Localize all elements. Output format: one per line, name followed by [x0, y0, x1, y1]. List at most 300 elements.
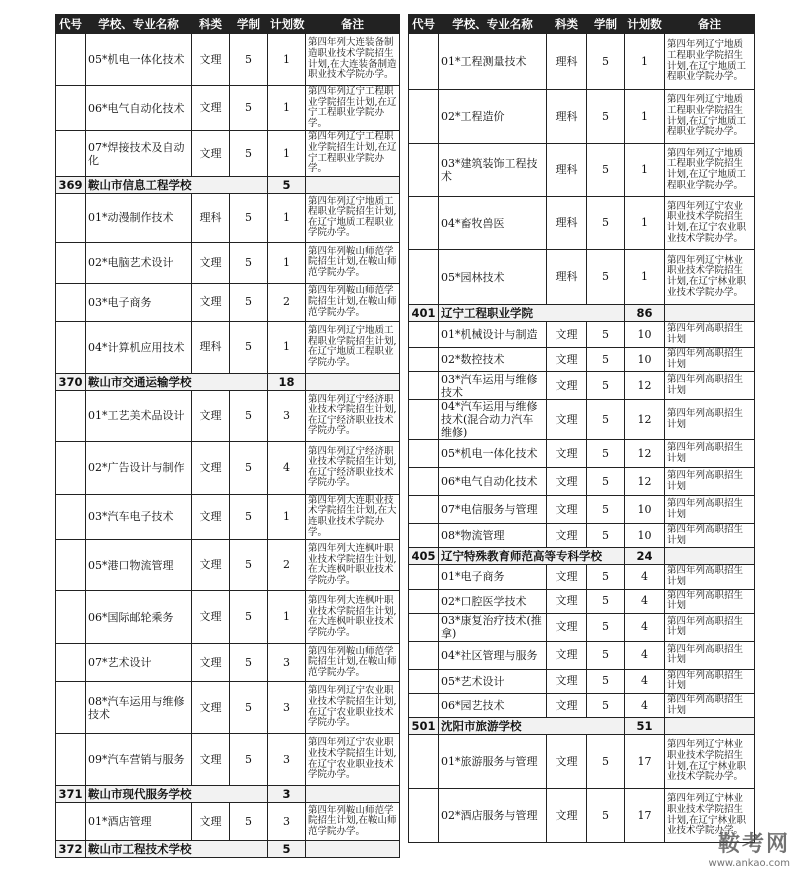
major-plan-count: 1 [268, 86, 306, 131]
major-name: 02*口腔医学技术 [439, 589, 547, 613]
major-name: 04*汽车运用与维修技术(混合动力汽车维修) [439, 400, 547, 440]
major-name: 02*数控技术 [439, 348, 547, 372]
major-name: 07*艺术设计 [86, 644, 192, 682]
major-name: 02*工程造价 [439, 90, 547, 144]
school-plan-count: 86 [625, 305, 665, 322]
school-row [409, 305, 755, 322]
major-code [409, 613, 439, 641]
school-row [56, 373, 400, 390]
major-note: 第四年列辽宁地质工程职业学院招生计划,在辽宁地质工程职业学院办学。 [665, 34, 755, 90]
major-subject: 文理 [192, 734, 230, 786]
major-row [56, 803, 400, 841]
major-subject: 文理 [547, 641, 587, 669]
major-years: 5 [230, 390, 268, 441]
school-plan-count: 51 [625, 718, 665, 735]
major-row [56, 682, 400, 734]
major-note: 第四年列大连职业技术学院招生计划,在大连职业技术学院办学。 [306, 494, 400, 539]
major-subject: 文理 [192, 283, 230, 321]
school-name: 辽宁工程职业学院 [439, 305, 625, 322]
major-note: 第四年列辽宁林业职业技术学院招生计划,在辽宁林业职业技术学院办学。 [665, 250, 755, 305]
major-note: 第四年列大连枫叶职业技术学院招生计划,在大连枫叶职业技术学院办学。 [306, 591, 400, 644]
major-plan-count: 2 [268, 540, 306, 591]
major-subject: 理科 [547, 250, 587, 305]
major-row [409, 372, 755, 400]
major-code [56, 441, 86, 494]
major-subject: 文理 [192, 803, 230, 841]
major-plan-count: 1 [268, 193, 306, 242]
school-row [409, 718, 755, 735]
major-name: 08*物流管理 [439, 524, 547, 548]
major-subject: 文理 [547, 372, 587, 400]
major-subject: 理科 [547, 34, 587, 90]
major-name: 01*动漫制作技术 [86, 193, 192, 242]
major-name: 07*电信服务与管理 [439, 496, 547, 524]
header-note: 备注 [665, 15, 755, 34]
major-code [409, 524, 439, 548]
major-note: 第四年列高职招生计划 [665, 693, 755, 717]
major-row [56, 591, 400, 644]
school-note [665, 305, 755, 322]
major-plan-count: 4 [625, 613, 665, 641]
header-school-major: 学校、专业名称 [86, 15, 192, 34]
major-code [409, 250, 439, 305]
major-years: 5 [230, 131, 268, 176]
major-code [56, 131, 86, 176]
major-plan-count: 10 [625, 322, 665, 348]
major-plan-count: 1 [625, 250, 665, 305]
school-note [306, 841, 400, 858]
major-note: 第四年列辽宁地质工程职业学院招生计划,在辽宁地质工程职业学院办学。 [306, 193, 400, 242]
major-name: 03*康复治疗技术(推拿) [439, 613, 547, 641]
major-years: 5 [587, 669, 625, 693]
major-subject: 文理 [547, 348, 587, 372]
major-subject: 文理 [547, 789, 587, 843]
major-row [409, 613, 755, 641]
admission-table-right [408, 14, 755, 843]
major-name: 01*工程测量技术 [439, 34, 547, 90]
major-plan-count: 10 [625, 348, 665, 372]
major-years: 5 [587, 322, 625, 348]
major-plan-count: 1 [268, 494, 306, 539]
major-years: 5 [230, 193, 268, 242]
major-name: 03*电子商务 [86, 283, 192, 321]
major-years: 5 [587, 250, 625, 305]
major-subject: 理科 [547, 144, 587, 197]
major-subject: 文理 [547, 440, 587, 468]
major-subject: 理科 [547, 197, 587, 250]
major-name: 05*艺术设计 [439, 669, 547, 693]
major-subject: 文理 [547, 669, 587, 693]
major-subject: 理科 [192, 321, 230, 373]
major-years: 5 [230, 441, 268, 494]
major-name: 01*工艺美术品设计 [86, 390, 192, 441]
major-row [56, 390, 400, 441]
major-code [409, 372, 439, 400]
major-years: 5 [587, 565, 625, 589]
major-plan-count: 12 [625, 440, 665, 468]
major-years: 5 [230, 540, 268, 591]
major-note: 第四年列辽宁工程职业学院招生计划,在辽宁工程职业学院办学。 [306, 86, 400, 131]
major-plan-count: 4 [625, 641, 665, 669]
major-row [409, 348, 755, 372]
major-code [56, 283, 86, 321]
major-years: 5 [230, 644, 268, 682]
major-years: 5 [587, 348, 625, 372]
major-plan-count: 3 [268, 644, 306, 682]
major-note: 第四年列高职招生计划 [665, 589, 755, 613]
major-years: 5 [230, 34, 268, 86]
major-years: 5 [587, 197, 625, 250]
major-subject: 文理 [192, 34, 230, 86]
major-code [409, 641, 439, 669]
major-code [409, 589, 439, 613]
major-code [409, 197, 439, 250]
major-note: 第四年列高职招生计划 [665, 496, 755, 524]
major-row [409, 90, 755, 144]
major-name: 04*计算机应用技术 [86, 321, 192, 373]
school-name: 沈阳市旅游学校 [439, 718, 625, 735]
major-subject: 文理 [547, 524, 587, 548]
major-name: 07*焊接技术及自动化 [86, 131, 192, 176]
major-row [56, 193, 400, 242]
major-code [56, 803, 86, 841]
major-plan-count: 3 [268, 734, 306, 786]
header-years: 学制 [230, 15, 268, 34]
major-note: 第四年列辽宁经济职业技术学院招生计划,在辽宁经济职业技术学院办学。 [306, 441, 400, 494]
major-row [409, 693, 755, 717]
major-years: 5 [230, 803, 268, 841]
major-subject: 文理 [547, 400, 587, 440]
major-note: 第四年列鞍山师范学院招生计划,在鞍山师范学院办学。 [306, 644, 400, 682]
major-code [409, 34, 439, 90]
school-name: 鞍山市工程技术学校 [86, 841, 268, 858]
major-subject: 文理 [547, 565, 587, 589]
major-years: 5 [230, 591, 268, 644]
major-code [409, 693, 439, 717]
major-plan-count: 1 [268, 34, 306, 86]
major-note: 第四年列辽宁林业职业技术学院招生计划,在辽宁林业职业技术学院办学。 [665, 735, 755, 789]
major-subject: 文理 [192, 494, 230, 539]
major-subject: 文理 [192, 644, 230, 682]
major-note: 第四年列高职招生计划 [665, 641, 755, 669]
major-plan-count: 1 [625, 90, 665, 144]
major-name: 04*畜牧兽医 [439, 197, 547, 250]
major-years: 5 [587, 524, 625, 548]
major-note: 第四年列鞍山师范学院招生计划,在鞍山师范学院办学。 [306, 803, 400, 841]
major-row [409, 197, 755, 250]
major-name: 06*电气自动化技术 [86, 86, 192, 131]
major-years: 5 [230, 682, 268, 734]
major-row [56, 283, 400, 321]
major-subject: 文理 [192, 540, 230, 591]
major-name: 06*园艺技术 [439, 693, 547, 717]
major-code [409, 144, 439, 197]
major-row [56, 494, 400, 539]
school-name: 鞍山市现代服务学校 [86, 786, 268, 803]
major-code [409, 348, 439, 372]
major-row [409, 565, 755, 589]
major-years: 5 [587, 400, 625, 440]
major-plan-count: 17 [625, 735, 665, 789]
watermark-url: www.ankao.com [708, 858, 790, 869]
school-code: 501 [409, 718, 439, 735]
header-note: 备注 [306, 15, 400, 34]
major-row [409, 144, 755, 197]
major-plan-count: 1 [625, 144, 665, 197]
major-subject: 文理 [547, 613, 587, 641]
major-subject: 文理 [192, 86, 230, 131]
header-subject: 科类 [547, 15, 587, 34]
major-plan-count: 4 [625, 669, 665, 693]
major-plan-count: 3 [268, 682, 306, 734]
major-plan-count: 1 [268, 242, 306, 283]
major-plan-count: 3 [268, 803, 306, 841]
major-years: 5 [587, 496, 625, 524]
school-code: 371 [56, 786, 86, 803]
major-code [409, 669, 439, 693]
major-code [56, 682, 86, 734]
major-plan-count: 4 [625, 589, 665, 613]
major-code [56, 321, 86, 373]
major-note: 第四年列大连装备制造职业技术学院招生计划,在大连装备制造职业技术学院办学。 [306, 34, 400, 86]
school-plan-count: 5 [268, 176, 306, 193]
major-plan-count: 12 [625, 372, 665, 400]
major-years: 5 [230, 494, 268, 539]
major-row [56, 242, 400, 283]
major-subject: 文理 [547, 496, 587, 524]
major-note: 第四年列辽宁农业职业技术学院招生计划,在辽宁农业职业技术学院办学。 [306, 734, 400, 786]
major-row [56, 321, 400, 373]
major-years: 5 [587, 468, 625, 496]
major-plan-count: 1 [268, 131, 306, 176]
major-subject: 文理 [192, 242, 230, 283]
school-plan-count: 18 [268, 373, 306, 390]
major-plan-count: 4 [625, 693, 665, 717]
school-plan-count: 5 [268, 841, 306, 858]
major-years: 5 [587, 641, 625, 669]
major-code [56, 34, 86, 86]
major-name: 02*电脑艺术设计 [86, 242, 192, 283]
major-code [409, 565, 439, 589]
major-note: 第四年列高职招生计划 [665, 524, 755, 548]
major-years: 5 [587, 613, 625, 641]
major-subject: 理科 [192, 193, 230, 242]
major-plan-count: 3 [268, 390, 306, 441]
major-row [409, 589, 755, 613]
major-code [409, 400, 439, 440]
major-row [409, 250, 755, 305]
major-row [409, 400, 755, 440]
major-code [56, 591, 86, 644]
major-note: 第四年列高职招生计划 [665, 348, 755, 372]
major-note: 第四年列鞍山师范学院招生计划,在鞍山师范学院办学。 [306, 242, 400, 283]
table-header-row [56, 15, 400, 34]
major-name: 05*机电一体化技术 [439, 440, 547, 468]
major-plan-count: 2 [268, 283, 306, 321]
major-plan-count: 1 [268, 591, 306, 644]
major-row [56, 441, 400, 494]
major-row [409, 641, 755, 669]
header-code: 代号 [56, 15, 86, 34]
major-note: 第四年列辽宁工程职业学院招生计划,在辽宁工程职业学院办学。 [306, 131, 400, 176]
major-subject: 文理 [192, 390, 230, 441]
major-code [409, 735, 439, 789]
major-name: 01*酒店管理 [86, 803, 192, 841]
major-name: 02*广告设计与制作 [86, 441, 192, 494]
major-plan-count: 12 [625, 468, 665, 496]
major-note: 第四年列辽宁经济职业技术学院招生计划,在辽宁经济职业技术学院办学。 [306, 390, 400, 441]
major-row [409, 669, 755, 693]
major-plan-count: 10 [625, 524, 665, 548]
major-plan-count: 4 [268, 441, 306, 494]
major-plan-count: 17 [625, 789, 665, 843]
major-name: 01*旅游服务与管理 [439, 735, 547, 789]
major-years: 5 [587, 440, 625, 468]
major-note: 第四年列高职招生计划 [665, 468, 755, 496]
major-years: 5 [587, 735, 625, 789]
school-plan-count: 24 [625, 548, 665, 565]
major-note: 第四年列高职招生计划 [665, 669, 755, 693]
major-row [409, 34, 755, 90]
major-name: 01*电子商务 [439, 565, 547, 589]
major-subject: 文理 [547, 589, 587, 613]
major-subject: 文理 [547, 693, 587, 717]
major-years: 5 [230, 734, 268, 786]
major-name: 05*机电一体化技术 [86, 34, 192, 86]
major-years: 5 [230, 283, 268, 321]
major-row [56, 131, 400, 176]
major-years: 5 [587, 34, 625, 90]
school-note [665, 548, 755, 565]
school-note [306, 786, 400, 803]
major-subject: 文理 [192, 441, 230, 494]
major-years: 5 [587, 372, 625, 400]
major-note: 第四年列辽宁地质工程职业学院招生计划,在辽宁地质工程职业学院办学。 [665, 144, 755, 197]
major-years: 5 [587, 589, 625, 613]
major-years: 5 [587, 693, 625, 717]
major-name: 09*汽车营销与服务 [86, 734, 192, 786]
major-name: 08*汽车运用与维修技术 [86, 682, 192, 734]
major-row [409, 496, 755, 524]
major-code [409, 90, 439, 144]
major-years: 5 [587, 90, 625, 144]
major-subject: 文理 [547, 322, 587, 348]
major-years: 5 [587, 144, 625, 197]
school-plan-count: 3 [268, 786, 306, 803]
major-subject: 文理 [547, 468, 587, 496]
major-row [56, 540, 400, 591]
school-name: 辽宁特殊教育师范高等专科学校 [439, 548, 625, 565]
school-code: 370 [56, 373, 86, 390]
major-code [409, 322, 439, 348]
header-subject: 科类 [192, 15, 230, 34]
school-name: 鞍山市信息工程学校 [86, 176, 268, 193]
major-note: 第四年列辽宁地质工程职业学院招生计划,在辽宁地质工程职业学院办学。 [306, 321, 400, 373]
school-row [56, 176, 400, 193]
major-name: 05*园林技术 [439, 250, 547, 305]
major-name: 03*汽车运用与维修技术 [439, 372, 547, 400]
table-header-row [409, 15, 755, 34]
major-row [56, 34, 400, 86]
major-row [56, 644, 400, 682]
major-note: 第四年列辽宁林业职业技术学院招生计划,在辽宁林业职业技术学院办学。 [665, 789, 755, 843]
major-row [56, 86, 400, 131]
major-note: 第四年列辽宁地质工程职业学院招生计划,在辽宁地质工程职业学院办学。 [665, 90, 755, 144]
admission-table-left [55, 14, 400, 858]
school-row [409, 548, 755, 565]
major-plan-count: 10 [625, 496, 665, 524]
major-plan-count: 12 [625, 400, 665, 440]
school-code: 405 [409, 548, 439, 565]
school-row [56, 841, 400, 858]
major-code [409, 789, 439, 843]
major-name: 03*汽车电子技术 [86, 494, 192, 539]
major-code [56, 644, 86, 682]
major-name: 06*电气自动化技术 [439, 468, 547, 496]
header-plan: 计划数 [268, 15, 306, 34]
major-subject: 文理 [192, 682, 230, 734]
header-years: 学制 [587, 15, 625, 34]
major-note: 第四年列大连枫叶职业技术学院招生计划,在大连枫叶职业技术学院办学。 [306, 540, 400, 591]
major-code [56, 390, 86, 441]
major-name: 04*社区管理与服务 [439, 641, 547, 669]
major-row [409, 524, 755, 548]
site-watermark [709, 827, 790, 869]
major-note: 第四年列高职招生计划 [665, 372, 755, 400]
major-note: 第四年列辽宁农业职业技术学院招生计划,在辽宁农业职业技术学院办学。 [665, 197, 755, 250]
major-row [409, 789, 755, 843]
school-name: 鞍山市交通运输学校 [86, 373, 268, 390]
major-plan-count: 1 [625, 197, 665, 250]
major-code [409, 468, 439, 496]
major-years: 5 [587, 789, 625, 843]
major-name: 05*港口物流管理 [86, 540, 192, 591]
major-row [409, 735, 755, 789]
major-code [56, 86, 86, 131]
major-name: 06*国际邮轮乘务 [86, 591, 192, 644]
major-note: 第四年列高职招生计划 [665, 322, 755, 348]
major-row [409, 322, 755, 348]
school-code: 401 [409, 305, 439, 322]
major-name: 02*酒店服务与管理 [439, 789, 547, 843]
major-note: 第四年列高职招生计划 [665, 613, 755, 641]
header-school-major: 学校、专业名称 [439, 15, 547, 34]
major-name: 01*机械设计与制造 [439, 322, 547, 348]
major-name: 03*建筑装饰工程技术 [439, 144, 547, 197]
major-note: 第四年列高职招生计划 [665, 440, 755, 468]
major-years: 5 [230, 321, 268, 373]
school-code: 369 [56, 176, 86, 193]
major-row [409, 440, 755, 468]
major-code [56, 734, 86, 786]
major-subject: 文理 [547, 735, 587, 789]
watermark-brand: 鞍考网 [717, 832, 790, 857]
major-years: 5 [230, 86, 268, 131]
major-years: 5 [230, 242, 268, 283]
major-plan-count: 4 [625, 565, 665, 589]
major-plan-count: 1 [625, 34, 665, 90]
major-code [409, 440, 439, 468]
header-code: 代号 [409, 15, 439, 34]
major-row [409, 468, 755, 496]
major-note: 第四年列鞍山师范学院招生计划,在鞍山师范学院办学。 [306, 283, 400, 321]
major-note: 第四年列高职招生计划 [665, 565, 755, 589]
school-note [665, 718, 755, 735]
school-note [306, 176, 400, 193]
school-note [306, 373, 400, 390]
major-note: 第四年列辽宁农业职业技术学院招生计划,在辽宁农业职业技术学院办学。 [306, 682, 400, 734]
major-code [56, 494, 86, 539]
